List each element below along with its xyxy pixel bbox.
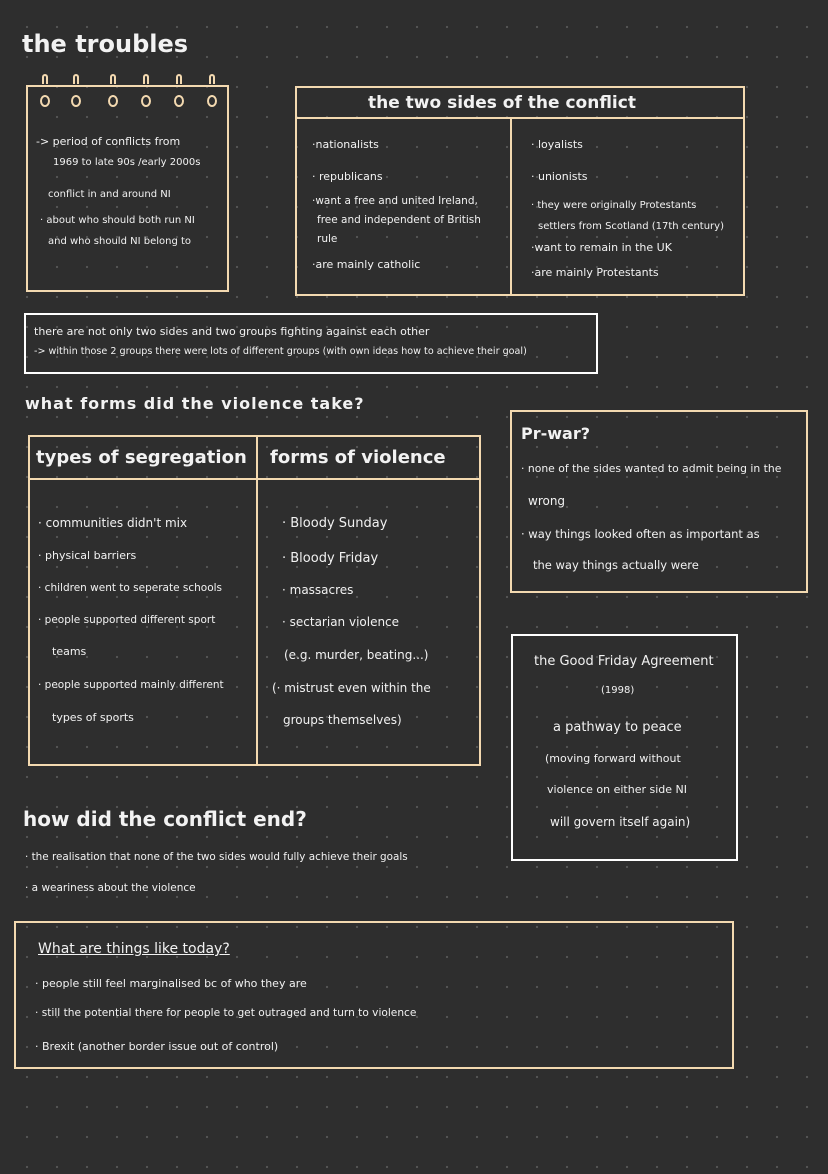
- violence-item: groups themselves): [283, 713, 402, 727]
- nationalists-line: ·are mainly catholic: [312, 258, 421, 271]
- violence-item: · Bloody Sunday: [282, 516, 388, 531]
- prwar-line: wrong: [528, 494, 566, 508]
- loyalists-line: · loyalists: [531, 138, 583, 151]
- nationalists-line: ·nationalists: [312, 138, 379, 151]
- segregation-item: · physical barriers: [38, 549, 137, 562]
- segregation-item: · children went to seperate schools: [38, 582, 223, 594]
- gfa-title: the Good Friday Agreement: [534, 654, 714, 669]
- note-line: and who should NI belong to: [48, 236, 192, 247]
- table-column-divider: [256, 435, 258, 766]
- violence-item: · massacres: [282, 583, 354, 597]
- note-line: -> period of conflicts from: [36, 135, 181, 148]
- prwar-line: the way things actually were: [533, 558, 699, 572]
- today-line: · Brexit (another border issue out of control): [35, 1040, 279, 1053]
- today-heading: What are things like today?: [38, 941, 230, 957]
- groups-note-box: [24, 313, 598, 374]
- today-line: · still the potential there for people to get outraged and turn to violence: [35, 1007, 417, 1019]
- two-sides-column-divider: [510, 117, 512, 296]
- loyalists-line: ·are mainly Protestants: [531, 266, 659, 279]
- loyalists-line: · they were originally Protestants: [531, 200, 697, 211]
- end-heading: how did the conflict end?: [23, 807, 307, 831]
- violence-item: (e.g. murder, beating...): [284, 648, 429, 662]
- end-line: · the realisation that none of the two sides would fully achieve their goals: [25, 851, 408, 863]
- groups-note-line: -> within those 2 groups there were lots of different groups (with own ideas how to achieve their goal): [34, 346, 527, 357]
- segregation-item: · people supported different sport: [38, 614, 216, 626]
- gfa-line: a pathway to peace: [553, 720, 682, 735]
- table-header-divider: [28, 478, 481, 480]
- segregation-item: · communities didn't mix: [38, 516, 188, 530]
- gfa-year: (1998): [601, 685, 635, 696]
- violence-item: · sectarian violence: [282, 615, 400, 629]
- end-line: · a weariness about the violence: [25, 882, 196, 894]
- nationalists-line: · republicans: [312, 170, 383, 183]
- gfa-line: (moving forward without: [545, 752, 681, 765]
- segregation-item: teams: [52, 645, 87, 658]
- today-line: · people still feel marginalised bc of who they are: [35, 977, 307, 990]
- violence-item: (· mistrust even within the: [272, 681, 431, 695]
- segregation-item: · people supported mainly different: [38, 679, 224, 691]
- note-line: conflict in and around NI: [48, 189, 171, 200]
- nationalists-line: free and independent of British: [317, 214, 481, 226]
- nationalists-line: rule: [317, 233, 338, 245]
- prwar-line: · none of the sides wanted to admit being in the: [521, 462, 782, 475]
- note-line: · about who should both run NI: [40, 215, 195, 226]
- gfa-line: violence on either side NI: [547, 783, 688, 796]
- two-sides-heading: the two sides of the conflict: [368, 93, 636, 113]
- loyalists-line: settlers from Scotland (17th century): [538, 221, 724, 232]
- loyalists-line: ·want to remain in the UK: [531, 241, 672, 254]
- two-sides-header-divider: [295, 117, 745, 119]
- loyalists-line: · unionists: [531, 170, 588, 183]
- violence-item: · Bloody Friday: [282, 551, 379, 566]
- violence-header: forms of violence: [270, 447, 446, 468]
- note-line: 1969 to late 90s /early 2000s: [53, 157, 201, 168]
- gfa-line: will govern itself again): [550, 815, 691, 829]
- prwar-line: · way things looked often as important as: [521, 527, 760, 541]
- groups-note-line: there are not only two sides and two groups fighting against each other: [34, 325, 430, 338]
- segregation-item: types of sports: [52, 711, 134, 724]
- violence-question: what forms did the violence take?: [25, 394, 365, 413]
- prwar-heading: Pr-war?: [521, 424, 591, 443]
- nationalists-line: ·want a free and united Ireland,: [312, 195, 478, 207]
- segregation-header: types of segregation: [36, 447, 247, 468]
- page-title: the troubles: [22, 30, 189, 58]
